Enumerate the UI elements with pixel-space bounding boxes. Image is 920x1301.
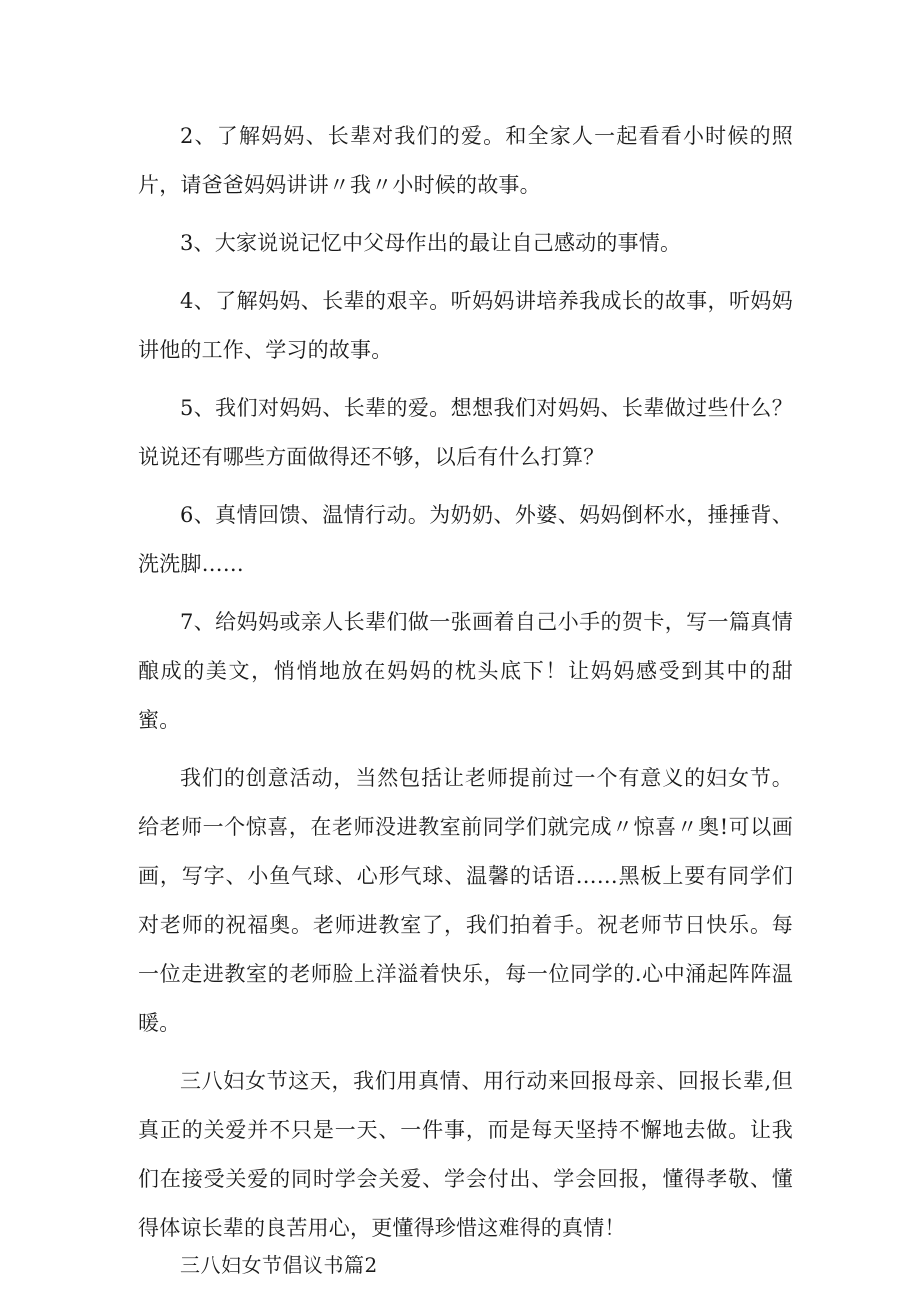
document-body [138, 112, 793, 1285]
paragraph-item-3: 3、大家说说记忆中父母作出的最让自己感动的事情。 [180, 231, 682, 255]
paragraph-creative-activity: 我们的创意活动，当然包括让老师提前过一个有意义的妇女节。给老师一个惊喜，在老师没进教室前同学们就完成〃惊喜〃奥!可以画画，写字、小鱼气球、心形气球、温馨的话语……黑板上要有同学们对老师的祝福奥。老师进教室了，我们拍着手。祝老师节日快乐。每一位走进教室的老师脸上洋溢着快乐，每一位同学的.心中涌起阵阵温暖。 [138, 766, 793, 1035]
paragraph-item-6: 6、真情回馈、温情行动。为奶奶、外婆、妈妈倒杯水，捶捶背、洗洗脚…… [138, 503, 793, 576]
paragraph-item-7: 7、给妈妈或亲人长辈们做一张画着自己小手的贺卡，写一篇真情酿成的美文，悄悄地放在妈妈的枕头底下！让妈妈感受到其中的甜蜜。 [138, 610, 793, 732]
section-heading: 三八妇女节倡议书篇2 [180, 1253, 378, 1277]
paragraph-item-5: 5、我们对妈妈、长辈的爱。想想我们对妈妈、长辈做过些什么？说说还有哪些方面做得还不够，以后有什么打算？ [138, 396, 793, 469]
paragraph-item-2: 2、了解妈妈、长辈对我们的爱。和全家人一起看看小时候的照片，请爸爸妈妈讲讲〃我〃小时候的故事。 [138, 124, 793, 197]
paragraph-item-4: 4、了解妈妈、长辈的艰辛。听妈妈讲培养我成长的故事，听妈妈讲他的工作、学习的故事。 [138, 289, 793, 362]
paragraph-conclusion: 三八妇女节这天，我们用真情、用行动来回报母亲、回报长辈,但真正的关爱并不只是一天、一件事，而是每天坚持不懈地去做。让我们在接受关爱的同时学会关爱、学会付出、学会回报，懂得孝敬、懂得体谅长辈的良苦用心，更懂得珍惜这难得的真情！ [138, 1069, 793, 1240]
